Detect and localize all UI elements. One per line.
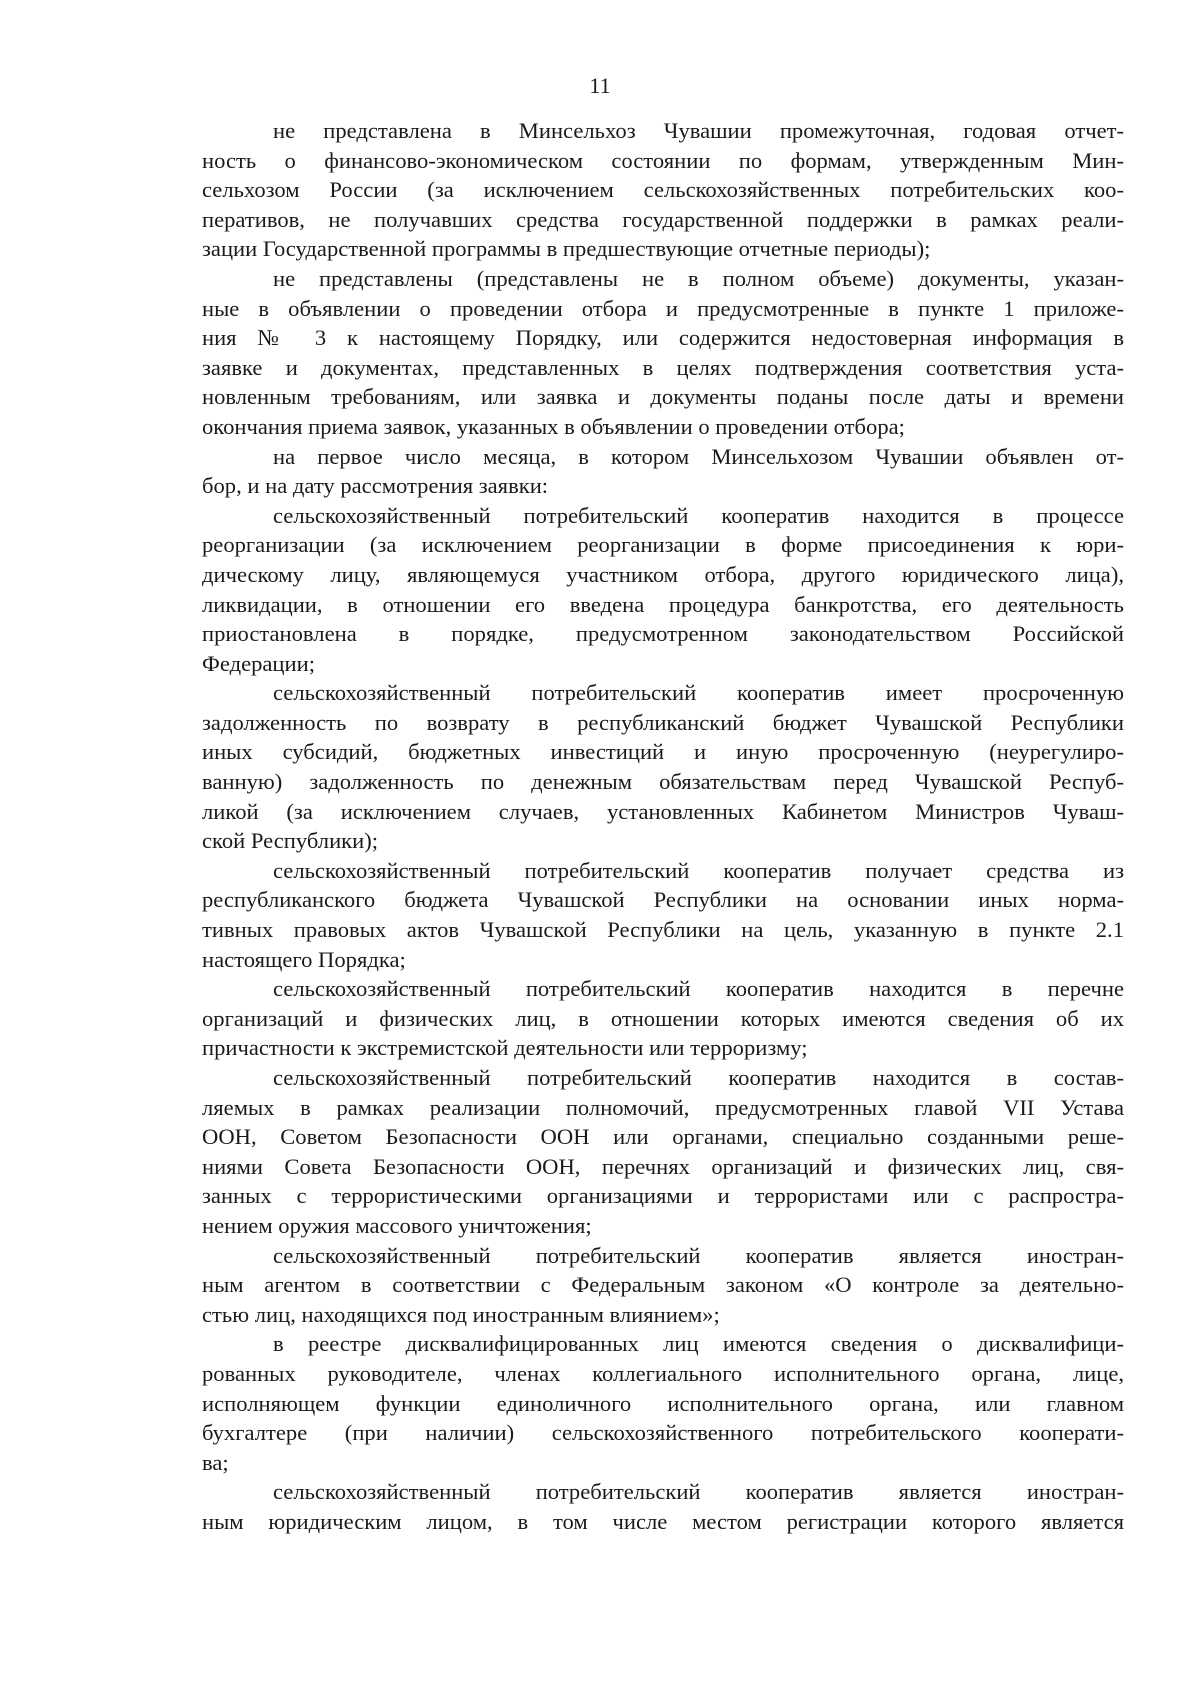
text-line: ным юридическим лицом, в том числе местом регистрации которого является <box>202 1508 1124 1534</box>
text-line: сельскохозяйственный потребительский кооператив находится в состав- <box>273 1065 1124 1090</box>
text-line: исполняющем функции единоличного исполнительного органа, или главном <box>202 1390 1124 1416</box>
text-line: бухгалтере (при наличии) сельскохозяйственного потребительского кооперати- <box>202 1420 1124 1446</box>
paragraph <box>202 1477 1124 1536</box>
text-line: ликвидации, в отношении его введена процедура банкротства, его деятельность <box>202 591 1124 617</box>
text-line: ность о финансово-экономическом состоянии по формам, утвержденным Мин- <box>202 147 1124 173</box>
text-line: окончания приема заявок, указанных в объявлении о проведении отбора; <box>202 413 905 439</box>
text-line: тивных правовых актов Чувашской Республики на цель, указанную в пункте 2.1 <box>202 917 1124 943</box>
paragraph <box>202 501 1124 679</box>
text-line: сельскохозяйственный потребительский кооператив является иностран- <box>273 1479 1124 1505</box>
text-line: реорганизации (за исключением реорганизации в форме присоединения к юри- <box>202 532 1124 558</box>
document-body <box>202 116 1124 1537</box>
text-line: ные в объявлении о проведении отбора и предусмотренные в пункте 1 приложе- <box>202 295 1124 321</box>
paragraph <box>202 1241 1124 1330</box>
text-line: зации Государственной программы в предшествующие отчетные периоды); <box>202 236 931 262</box>
text-line: настоящего Порядка; <box>202 946 406 972</box>
text-line: причастности к экстремистской деятельности или терроризму; <box>202 1035 808 1061</box>
text-line: ванную) задолженность по денежным обязательствам перед Чувашской Респуб- <box>202 769 1124 795</box>
text-line: ликой (за исключением случаев, установленных Кабинетом Министров Чуваш- <box>202 798 1124 824</box>
text-line: ООН, Советом Безопасности ООН или органами, специально созданными реше- <box>202 1124 1124 1150</box>
text-line: нением оружия массового уничтожения; <box>202 1212 592 1238</box>
paragraph <box>202 1063 1124 1241</box>
text-line: ным агентом в соответствии с Федеральным законом «О контроле за деятельно- <box>202 1272 1124 1298</box>
text-line: дическому лицу, являющемуся участником отбора, другого юридического лица), <box>202 561 1124 587</box>
text-line: иных субсидий, бюджетных инвестиций и иную просроченную (неурегулиро- <box>202 739 1124 765</box>
text-line: сельскохозяйственный потребительский кооператив имеет просроченную <box>273 680 1124 706</box>
text-line: сельскохозяйственный потребительский кооператив находится в процессе <box>273 502 1124 528</box>
text-line: задолженность по возврату в республиканский бюджет Чувашской Республики <box>202 709 1124 735</box>
paragraph <box>202 264 1124 442</box>
text-line: приостановлена в порядке, предусмотренном законодательством Российской <box>202 621 1124 647</box>
text-line: на первое число месяца, в котором Минсельхозом Чувашии объявлен от- <box>273 443 1124 469</box>
text-line: Федерации; <box>202 650 315 676</box>
paragraph <box>202 856 1124 974</box>
paragraph <box>202 1329 1124 1477</box>
text-line: заявке и документах, представленных в целях подтверждения соответствия уста- <box>202 354 1124 380</box>
text-line: перативов, не получавших средства государственной поддержки в рамках реали- <box>202 206 1124 232</box>
text-line: ва; <box>202 1449 229 1475</box>
text-line: новленным требованиям, или заявка и документы поданы после даты и времени <box>202 384 1124 410</box>
text-line: ния № 3 к настоящему Порядку, или содержится недостоверная информация в <box>202 325 1124 351</box>
text-line: бор, и на дату рассмотрения заявки: <box>202 473 549 499</box>
text-line: ской Республики); <box>202 828 379 854</box>
text-line: рованных руководителе, членах коллегиального исполнительного органа, лице, <box>202 1360 1124 1386</box>
text-line: стью лиц, находящихся под иностранным влиянием»; <box>202 1301 720 1327</box>
page-number: 11 <box>589 73 611 98</box>
text-line: организаций и физических лиц, в отношении которых имеются сведения об их <box>202 1005 1124 1031</box>
text-line: ляемых в рамках реализации полномочий, предусмотренных главой VII Устава <box>202 1094 1124 1120</box>
text-line: сельскохозяйственный потребительский кооператив является иностран- <box>273 1242 1124 1268</box>
text-line: ниями Совета Безопасности ООН, перечнях организаций и физических лиц, свя- <box>202 1153 1124 1179</box>
text-line: республиканского бюджета Чувашской Республики на основании иных норма- <box>202 887 1124 913</box>
text-line: сельскохозяйственный потребительский кооператив находится в перечне <box>273 976 1124 1002</box>
text-line: сельскохозяйственный потребительский кооператив получает средства из <box>273 857 1124 883</box>
paragraph <box>202 678 1124 856</box>
paragraph <box>202 442 1124 501</box>
text-line: не представлена в Минсельхоз Чувашии промежуточная, годовая отчет- <box>273 118 1124 143</box>
text-line: сельхозом России (за исключением сельскохозяйственных потребительских коо- <box>202 177 1124 203</box>
text-line: в реестре дисквалифицированных лиц имеются сведения о дисквалифици- <box>273 1331 1124 1357</box>
text-line: не представлены (представлены не в полном объеме) документы, указан- <box>273 265 1124 291</box>
text-line: занных с террористическими организациями и террористами или с распростра- <box>202 1183 1124 1209</box>
paragraph <box>202 974 1124 1063</box>
paragraph <box>202 116 1124 264</box>
